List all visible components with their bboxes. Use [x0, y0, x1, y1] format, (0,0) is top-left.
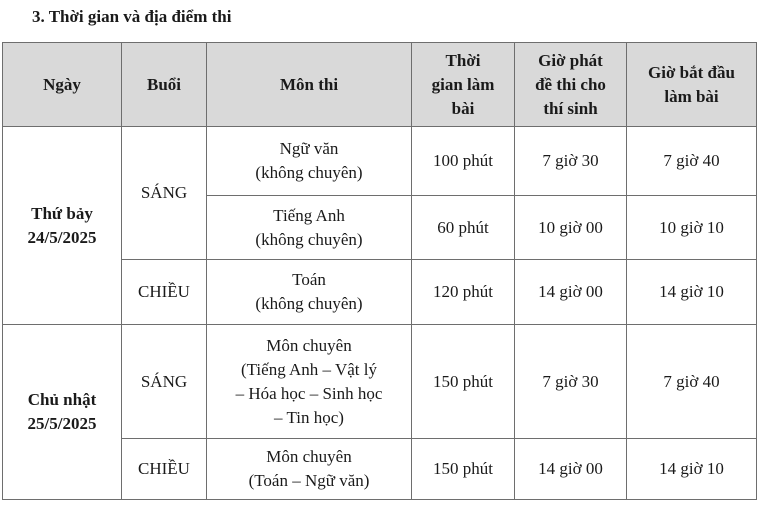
start-time-cell: 7 giờ 40: [627, 325, 757, 439]
table-row: [3, 325, 757, 439]
duration-cell: 60 phút: [412, 196, 515, 260]
header-duration: Thời gian làm bài: [412, 43, 515, 127]
header-session: Buổi: [122, 43, 207, 127]
exam-schedule-table: [2, 42, 757, 500]
duration-cell: 150 phút: [412, 439, 515, 500]
subject-cell: Môn chuyên (Tiếng Anh – Vật lý – Hóa học – Sinh học – Tin học): [207, 325, 412, 439]
subject-cell: Tiếng Anh (không chuyên): [207, 196, 412, 260]
subject-cell: Ngữ văn (không chuyên): [207, 127, 412, 196]
duration-cell: 120 phút: [412, 260, 515, 325]
start-time-cell: 14 giờ 10: [627, 260, 757, 325]
subject-cell: Toán (không chuyên): [207, 260, 412, 325]
distribution-time-cell: 10 giờ 00: [515, 196, 627, 260]
duration-cell: 100 phút: [412, 127, 515, 196]
distribution-time-cell: 14 giờ 00: [515, 260, 627, 325]
session-cell: CHIỀU: [122, 439, 207, 500]
day-cell: Thứ bảy 24/5/2025: [3, 127, 122, 325]
subject-cell: Môn chuyên (Toán – Ngữ văn): [207, 439, 412, 500]
day-cell: Chủ nhật 25/5/2025: [3, 325, 122, 500]
start-time-cell: 14 giờ 10: [627, 439, 757, 500]
header-distribution-time: Giờ phát đề thi cho thí sinh: [515, 43, 627, 127]
duration-cell: 150 phút: [412, 325, 515, 439]
distribution-time-cell: 7 giờ 30: [515, 325, 627, 439]
session-cell: SÁNG: [122, 127, 207, 260]
session-cell: SÁNG: [122, 325, 207, 439]
session-cell: CHIỀU: [122, 260, 207, 325]
section-title: 3. Thời gian và địa điểm thi: [32, 7, 232, 26]
start-time-cell: 10 giờ 10: [627, 196, 757, 260]
distribution-time-cell: 7 giờ 30: [515, 127, 627, 196]
header-start-time: Giờ bắt đầu làm bài: [627, 43, 757, 127]
table-row: [3, 127, 757, 196]
header-day: Ngày: [3, 43, 122, 127]
header-row: [3, 43, 757, 127]
start-time-cell: 7 giờ 40: [627, 127, 757, 196]
distribution-time-cell: 14 giờ 00: [515, 439, 627, 500]
header-subject: Môn thi: [207, 43, 412, 127]
